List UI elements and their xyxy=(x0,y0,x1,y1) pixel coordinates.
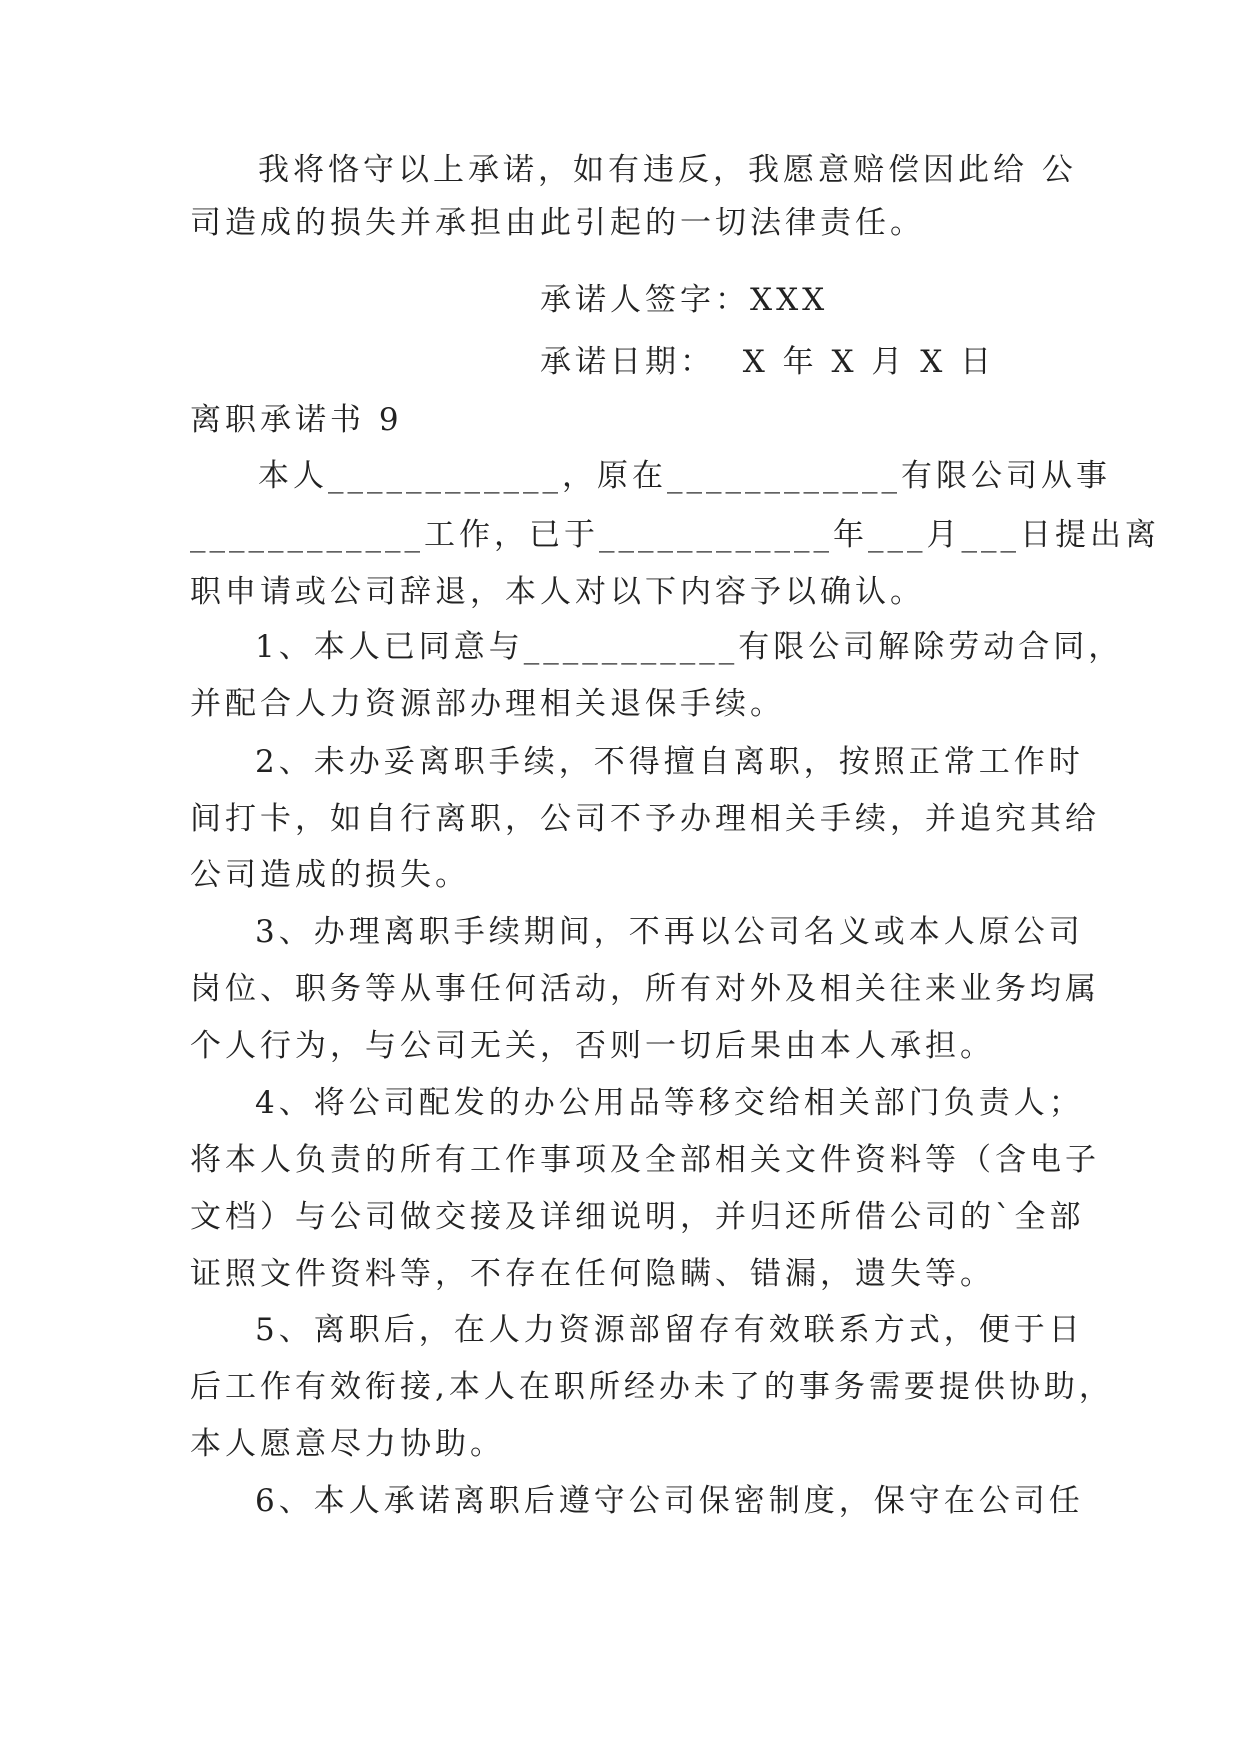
date-line: 承诺日期： X 年 X 月 X 日 xyxy=(540,344,996,380)
text-line-2: 司造成的损失并承担由此引起的一切法律责任。 xyxy=(190,205,925,241)
text-line-7: ____________工作，已于____________年___月___日提出离 xyxy=(190,517,1160,553)
item-5-line-2: 后工作有效衔接,本人在职所经办未了的事务需要提供协助， xyxy=(190,1369,1114,1405)
item-4-line-3: 文档）与公司做交接及详细说明，并归还所借公司的`全部 xyxy=(190,1199,1085,1235)
item-2-line-3: 公司造成的损失。 xyxy=(190,857,470,893)
item-4-line-2: 将本人负责的所有工作事项及全部相关文件资料等（含电子 xyxy=(190,1142,1100,1178)
item-2-line-2: 间打卡，如自行离职，公司不予办理相关手续，并追究其给 xyxy=(190,801,1100,837)
item-5-line-1: 5、离职后，在人力资源部留存有效联系方式，便于日 xyxy=(255,1312,1084,1348)
item-5-line-3: 本人愿意尽力协助。 xyxy=(190,1426,505,1462)
item-4-line-4: 证照文件资料等，不存在任何隐瞒、错漏，遗失等。 xyxy=(190,1256,995,1292)
signature-line: 承诺人签字：XXX xyxy=(540,282,829,318)
item-3-line-3: 个人行为，与公司无关，否则一切后果由本人承担。 xyxy=(190,1028,995,1064)
text-line-6: 本人____________，原在____________有限公司从事 xyxy=(258,458,1111,494)
item-3-line-2: 岗位、职务等从事任何活动，所有对外及相关往来业务均属 xyxy=(190,971,1100,1007)
item-4-line-1: 4、将公司配发的办公用品等移交给相关部门负责人； xyxy=(255,1085,1084,1121)
item-1-line-1: 1、本人已同意与___________有限公司解除劳动合同， xyxy=(255,629,1124,665)
item-1-line-2: 并配合人力资源部办理相关退保手续。 xyxy=(190,686,785,722)
item-3-line-1: 3、办理离职手续期间，不再以公司名义或本人原公司 xyxy=(255,914,1084,950)
item-2-line-1: 2、未办妥离职手续，不得擅自离职，按照正常工作时 xyxy=(255,744,1084,780)
text-line-8: 职申请或公司辞退，本人对以下内容予以确认。 xyxy=(190,574,925,610)
section-heading: 离职承诺书 9 xyxy=(190,402,403,438)
text-line-1: 我将恪守以上承诺，如有违反，我愿意赔偿因此给 公 xyxy=(258,152,1077,188)
item-6-line-1: 6、本人承诺离职后遵守公司保密制度，保守在公司任 xyxy=(255,1483,1084,1519)
